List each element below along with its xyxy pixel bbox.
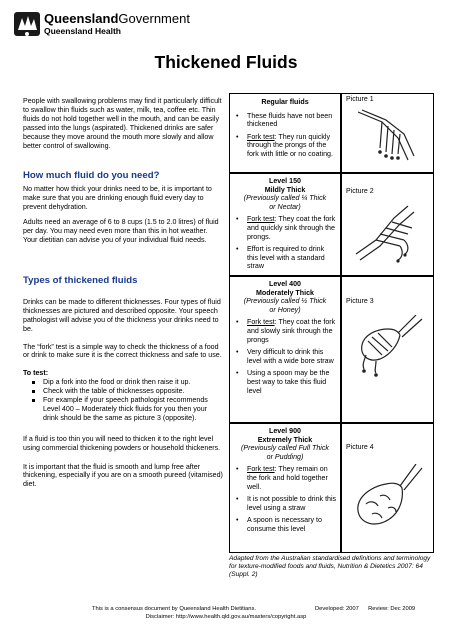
types-heading: Types of thickened fluids: [23, 274, 138, 286]
row-level400-title-1: Level 400: [269, 280, 301, 288]
header: [12, 8, 212, 48]
to-test-label: To test:: [23, 369, 49, 378]
intro-paragraph: People with swallowing problems may find it particularly difficult to swallow thin fluids such as water, milk, tea, coffee etc. Thin fluids do not hold together well in the mouth, and can be easily passed into the lungs (aspirated). Thickened drinks are safer because they move around the mouth more slowly and allow better control of swallowing.: [23, 97, 222, 150]
to-test-item: Check with the table of thicknesses opposite.: [23, 387, 223, 396]
fork-thin-fluid-image: [352, 108, 422, 168]
row-level900-bullet: • Fork test: They remain on the fork and hold together well.: [233, 465, 337, 491]
row-level400-title-2: Moderately Thick: [256, 288, 314, 297]
queensland-crest-icon: [12, 8, 42, 40]
row-level900-title-1: Level 900: [269, 427, 301, 435]
row-level400-note: (Previously called ½ Thick or Honey): [243, 297, 327, 314]
row-regular-bullet: • Fork test: They run quickly through the prongs of the fork with little or no coating.: [233, 133, 337, 159]
footer-developed: Developed: 2007: [315, 606, 359, 612]
types-para-3: If a fluid is too thin you will need to thicken it to the right level using commercial thickening powders or household thickeners.: [23, 434, 221, 452]
row-level900-note: (Previously called Full Thick or Pudding): [241, 444, 329, 461]
types-para-4: It is important that the fluid is smooth and lump free after thickening, especially if you are on a smooth pureed (vitamised) diet.: [23, 462, 223, 489]
types-para-1: Drinks can be made to different thicknesses. Four types of fluid thicknesses are pictured and described opposite. Your speech pathologist will advise you of the thickness your drinks need to be.: [23, 297, 221, 333]
row-level400-bullet: • Fork test: They coat the fork and slowly sink through the prongs: [233, 318, 337, 344]
picture-1-label: Picture 1: [346, 96, 374, 103]
row-level150-title-2: Mildly Thick: [264, 185, 306, 194]
row-level900-title-2: Extremely Thick: [257, 435, 313, 444]
picture-2-cell: [341, 173, 434, 276]
picture-2-label: Picture 2: [346, 188, 374, 195]
picture-3-cell: [341, 276, 434, 423]
to-test-item: Dip a fork into the food or drink then raise it up.: [23, 378, 223, 387]
org-name: Queensland: [44, 11, 119, 26]
row-level400-bullet: • Using a spoon may be the best way to take this fluid level: [233, 369, 337, 395]
how-much-para-2: Adults need an average of 6 to 8 cups (1.5 to 2.0 litres) of fluid per day. You may need even more than this in hot weather. Your dietitian can advise you of your individual fluid needs.: [23, 218, 219, 244]
fork-moderately-thick-image: [354, 315, 426, 377]
row-level400-text-cell: [229, 276, 341, 423]
row-level900-bullet: • It is not possible to drink this level using a straw: [233, 495, 337, 512]
table-caption: Adapted from the Australian standardised definitions and terminology for texture-modified foods and fluids, Nutrition & Dietetics 2007: 64 (Suppl. 2): [229, 555, 431, 578]
row-level150-bullet: • Fork test: They coat the fork and quickly sink through the prongs.: [233, 215, 337, 241]
row-level150-title-1: Level 150: [269, 177, 301, 185]
row-level150-note: (Previously called ¼ Thick or Nectar): [243, 194, 327, 211]
row-regular-bullet: • These fluids have not been thickened: [233, 112, 337, 129]
row-regular-title: Regular fluids: [261, 98, 309, 106]
row-level150-text-cell: [229, 173, 341, 276]
footer-review: Review: Dec 2009: [368, 606, 416, 612]
to-test-list: [23, 378, 223, 423]
org-sub: Queensland Health: [44, 26, 121, 36]
picture-1-cell: [341, 93, 434, 173]
org-name-suffix: Government: [118, 11, 190, 26]
left-column: [23, 97, 223, 489]
picture-4-label: Picture 4: [346, 444, 374, 451]
how-much-para-1: No matter how thick your drinks need to be, it is important to make sure that you are drinking enough fluid every day to prevent dehydration.: [23, 185, 212, 212]
how-much-heading: How much fluid do you need?: [23, 170, 160, 182]
types-para-2: The “fork” test is a simple way to check the thickness of a food or drink to make sure it is the correct thickness and safe to use.: [23, 342, 222, 360]
to-test-item: For example if your speech pathologist recommends Level 400 – Moderately thick fluids for you then your drink should be the same as picture 3 (opposite).: [23, 396, 223, 423]
thickness-table: [229, 93, 434, 578]
fork-mildly-thick-image: [350, 202, 425, 264]
picture-4-cell: [341, 423, 434, 553]
row-level900-bullet: • A spoon is necessary to consume this level: [233, 516, 337, 533]
footer-disclaimer: Disclaimer: http://www.health.qld.gov.au/masters/copyright.asp: [145, 614, 307, 620]
row-level150-bullet: • Effort is required to drink this level with a standard straw: [233, 245, 337, 271]
footer-consensus: This is a consensus document by Queensland Health Dietitians.: [92, 606, 257, 612]
row-level900-text-cell: [229, 423, 341, 553]
fork-extremely-thick-image: [350, 464, 426, 536]
page-title: Thickened Fluids: [154, 52, 298, 72]
row-level400-bullet: • Very difficult to drink this level with a wide bore straw: [233, 348, 337, 365]
picture-3-label: Picture 3: [346, 298, 374, 305]
row-regular-text-cell: [229, 93, 341, 173]
